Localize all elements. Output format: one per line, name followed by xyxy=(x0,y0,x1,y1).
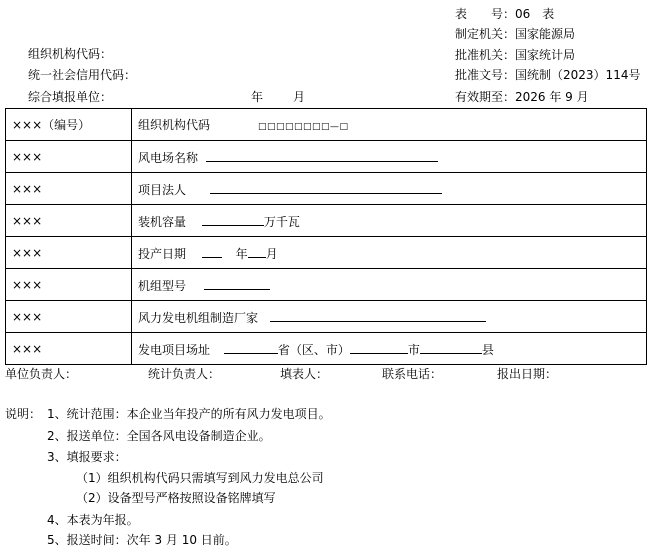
note-4: 4、本表为年报。 xyxy=(47,513,139,527)
row-field xyxy=(132,237,647,269)
approving-authority xyxy=(455,47,575,63)
county-label: 县 xyxy=(481,342,494,357)
city-label: 市 xyxy=(407,342,420,357)
row-code: ××× xyxy=(6,141,132,173)
form-number-value: 06 表 xyxy=(515,7,555,21)
issuing-authority xyxy=(455,26,575,42)
commission-month-blank[interactable] xyxy=(248,244,266,258)
table-row xyxy=(6,173,647,205)
report-date-label: 报出日期： xyxy=(497,367,558,381)
approval-number-key: 批准文号： xyxy=(455,68,516,82)
stats-head-label: 统计负责人： xyxy=(148,367,221,381)
field-label: 风电场名称 xyxy=(138,150,199,165)
row-field xyxy=(132,141,647,173)
row-field xyxy=(132,333,647,365)
project-legal-person-blank[interactable] xyxy=(210,180,442,194)
table-row xyxy=(6,301,647,333)
approval-number-value: 国统制（2023）114号 xyxy=(515,68,641,82)
form-number-key: 表 号： xyxy=(455,7,516,21)
commission-month-label: 月 xyxy=(265,246,278,261)
credit-code-label: 统一社会信用代码： xyxy=(28,68,137,82)
note-1: 1、统计范围：本企业当年投产的所有风力发电项目。 xyxy=(47,407,331,421)
header-month-label: 月 xyxy=(293,90,306,104)
manufacturer-blank[interactable] xyxy=(270,308,486,322)
row-field xyxy=(132,269,647,301)
org-code-label: 组织机构代码： xyxy=(28,47,113,61)
province-label: 省（区、市） xyxy=(277,342,350,357)
field-label: 组织机构代码 xyxy=(138,118,211,132)
valid-until-value: 2026 年 9 月 xyxy=(515,90,589,104)
table-row xyxy=(6,109,647,141)
issuing-authority-key: 制定机关： xyxy=(455,27,516,41)
province-blank[interactable] xyxy=(224,340,278,354)
approval-number xyxy=(455,67,640,83)
row-code: ××× xyxy=(6,205,132,237)
field-label: 风力发电机组制造厂家 xyxy=(138,310,259,325)
field-label: 投产日期 xyxy=(138,246,187,261)
note-3: 3、填报要求： xyxy=(47,450,127,464)
org-code-placeholder[interactable]: □□□□□□□□—□ xyxy=(258,122,349,132)
header-year-label: 年 xyxy=(251,90,264,104)
table-row xyxy=(6,237,647,269)
unit-model-blank[interactable] xyxy=(204,276,270,290)
valid-until-key: 有效期至： xyxy=(455,90,516,104)
notes-title: 说明： xyxy=(5,407,42,421)
field-label: 项目法人 xyxy=(138,182,187,197)
filing-unit-label: 综合填报单位： xyxy=(28,90,113,104)
table-row xyxy=(6,205,647,237)
table-row xyxy=(6,141,647,173)
table-row xyxy=(6,333,647,365)
form-table xyxy=(5,108,647,365)
row-code: ××× xyxy=(6,173,132,205)
filler-label: 填表人： xyxy=(280,367,329,381)
row-code: ××× xyxy=(6,237,132,269)
field-label: 装机容量 xyxy=(138,214,187,229)
note-3b: （2）设备型号严格按照设备铭牌填写 xyxy=(76,491,276,505)
issuing-authority-value: 国家能源局 xyxy=(515,27,576,41)
form-number xyxy=(455,6,554,22)
valid-until xyxy=(455,89,589,105)
county-blank[interactable] xyxy=(420,340,482,354)
wind-farm-name-blank[interactable] xyxy=(206,148,438,162)
row-code: ××× xyxy=(6,333,132,365)
row-code: ×××（编号） xyxy=(6,109,132,141)
note-5: 5、报送时间：次年 3 月 10 日前。 xyxy=(47,533,237,547)
note-2: 2、报送单位：全国各风电设备制造企业。 xyxy=(47,429,271,443)
note-3a: （1）组织机构代码只需填写到风力发电总公司 xyxy=(76,471,324,485)
commission-year-blank[interactable] xyxy=(202,244,222,258)
row-field xyxy=(132,205,647,237)
commission-year-label: 年 xyxy=(235,246,248,261)
approving-authority-value: 国家统计局 xyxy=(515,48,576,62)
row-field xyxy=(132,301,647,333)
unit-head-label: 单位负责人： xyxy=(5,367,78,381)
row-code: ××× xyxy=(6,269,132,301)
row-field xyxy=(132,109,647,141)
city-blank[interactable] xyxy=(350,340,408,354)
field-label: 发电项目场址 xyxy=(138,342,211,357)
capacity-blank[interactable] xyxy=(202,212,264,226)
table-row xyxy=(6,269,647,301)
field-label: 机组型号 xyxy=(138,278,187,293)
row-code: ××× xyxy=(6,301,132,333)
approving-authority-key: 批准机关： xyxy=(455,48,516,62)
phone-label: 联系电话： xyxy=(382,367,443,381)
capacity-unit: 万千瓦 xyxy=(263,214,300,229)
row-field xyxy=(132,173,647,205)
